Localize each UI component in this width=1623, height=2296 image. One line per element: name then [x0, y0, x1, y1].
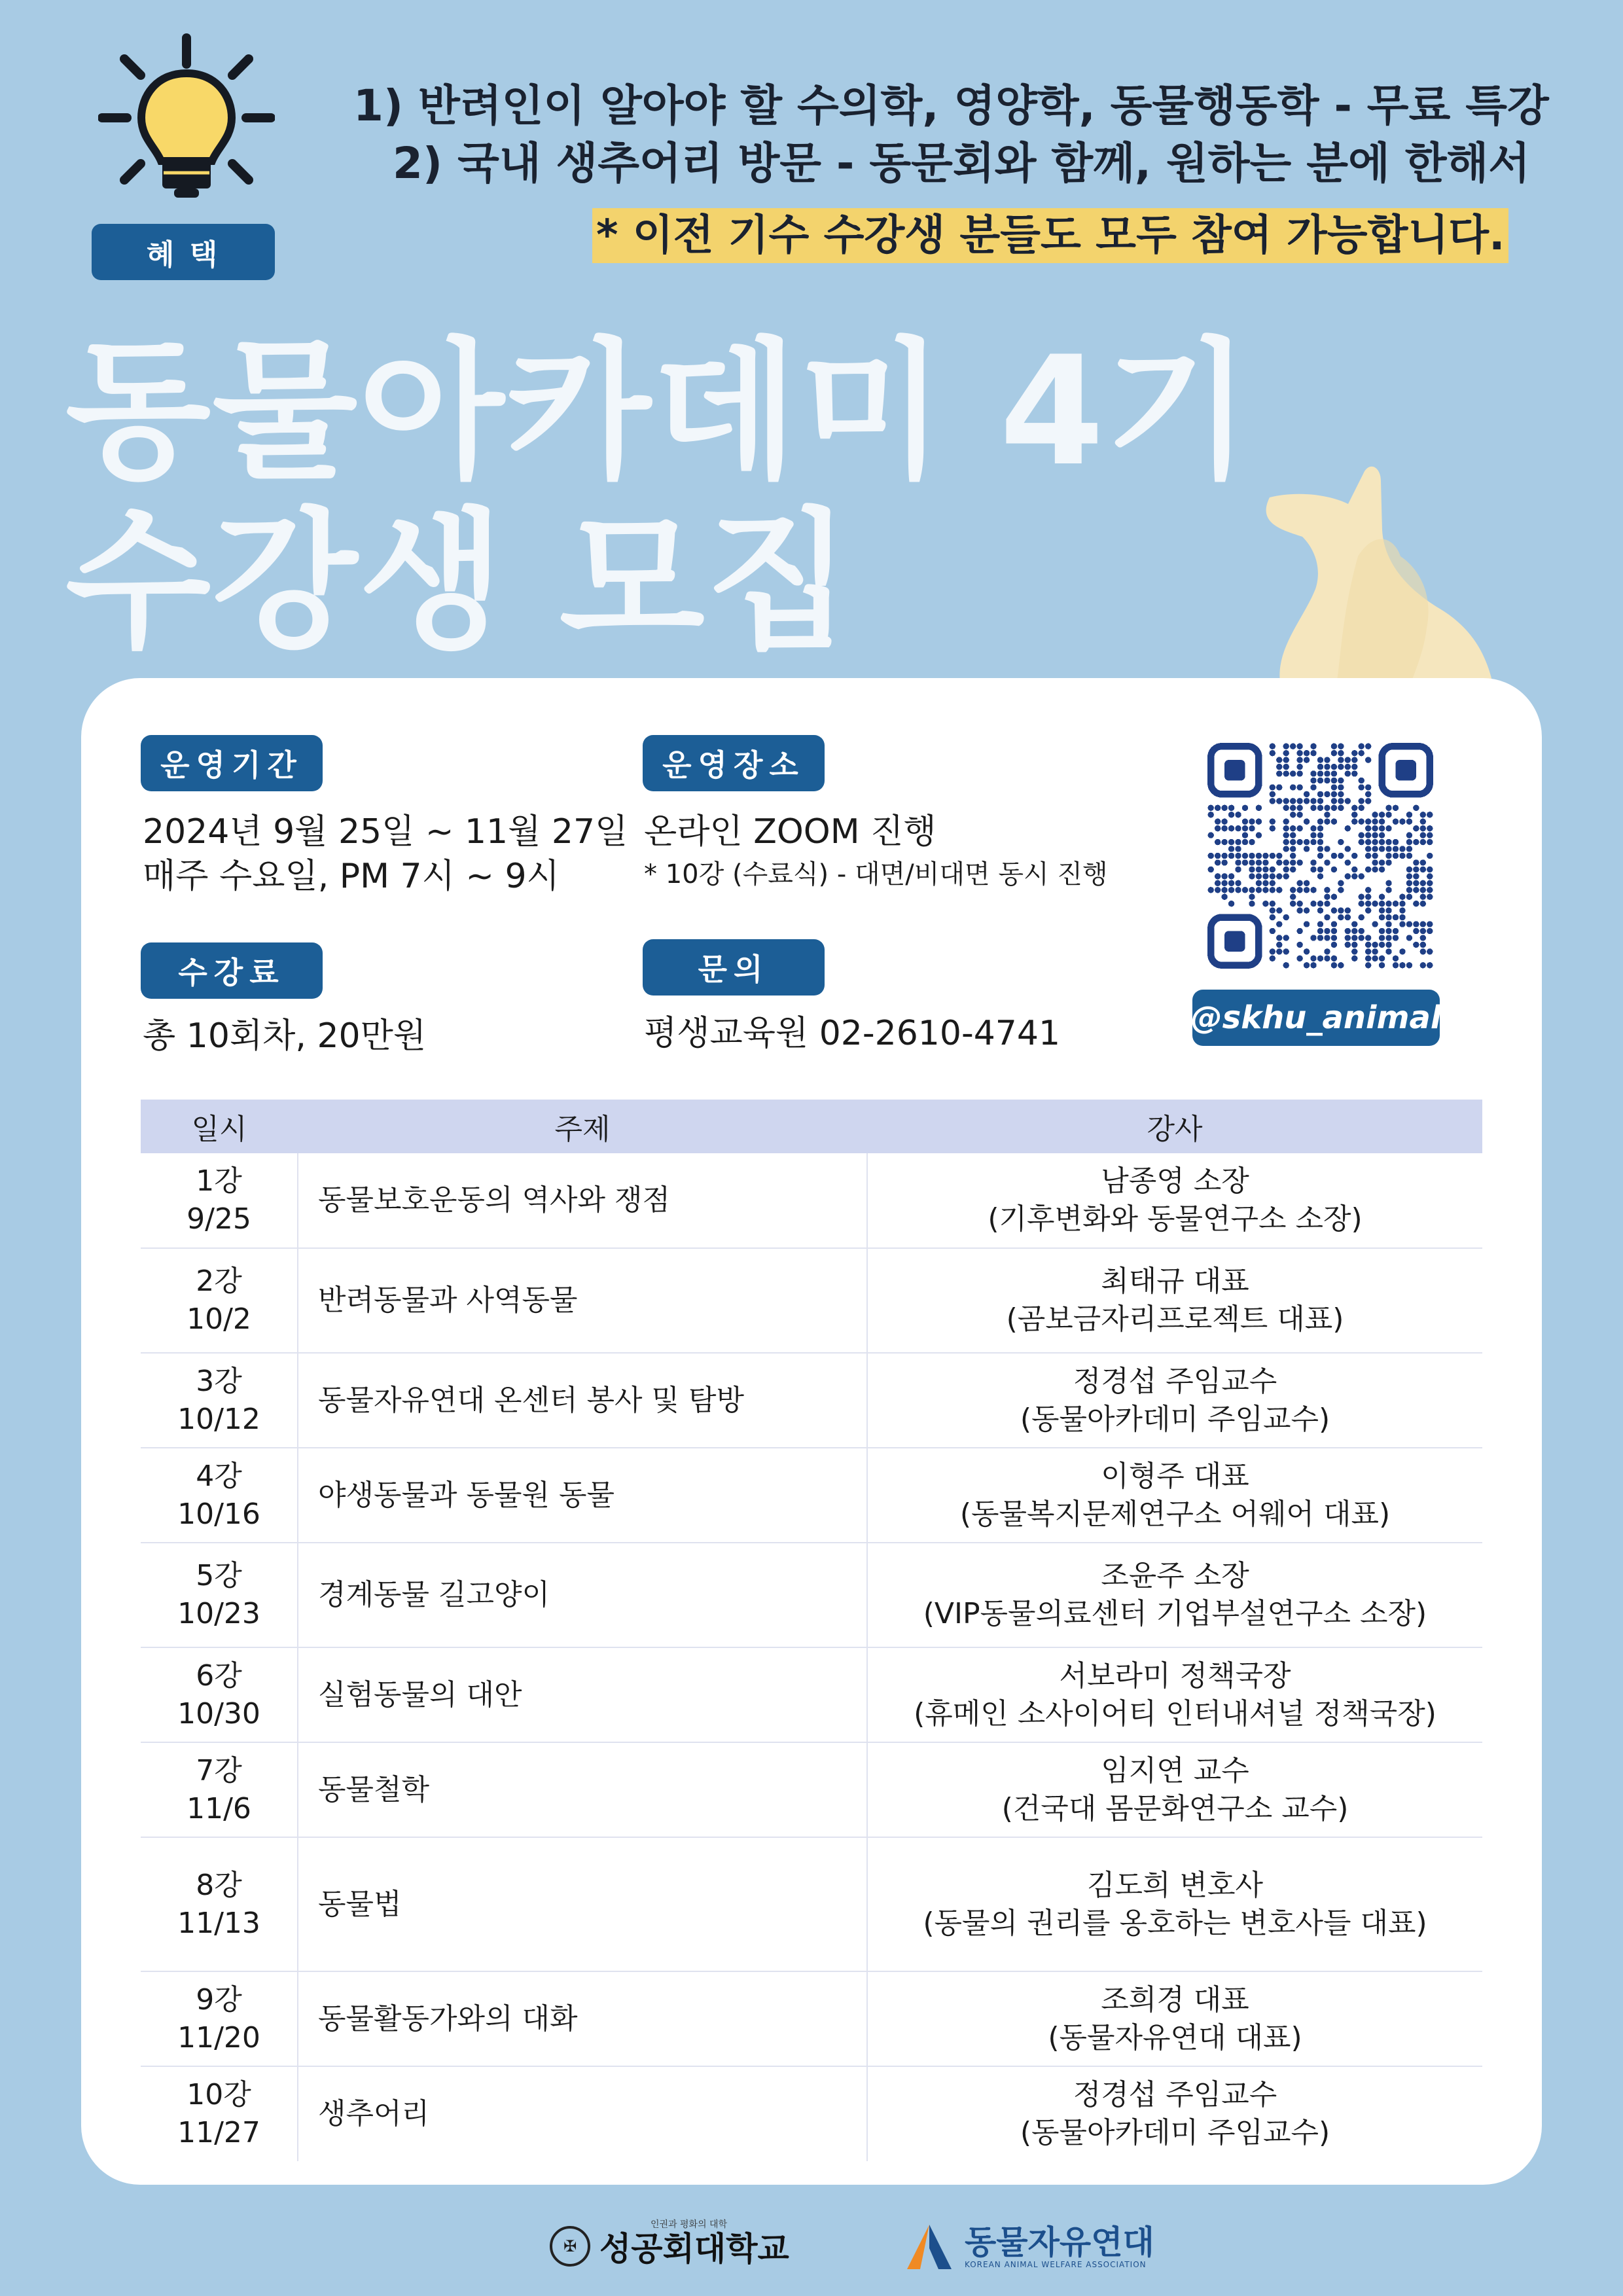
session-number: 8강: [196, 1868, 242, 1902]
place-label: 운영장소: [643, 735, 825, 791]
topic-cell: 생추어리: [298, 2066, 867, 2161]
poster-subtitle: 수강생 모집: [65, 495, 853, 670]
schedule-table: [141, 1100, 1482, 2161]
session-date: 10/30: [177, 1696, 260, 1731]
session-cell: [141, 1153, 298, 1248]
university-name: 성공회대학교: [599, 2229, 789, 2268]
benefit-item-2: 2) 국내 생추어리 방문 - 동문회와 함께, 원하는 분에 한해서: [393, 138, 1530, 188]
table-row: [141, 1742, 1482, 1837]
lecturer-affiliation: (곰보금자리프로젝트 대표): [1006, 1302, 1344, 1336]
table-header-row: [141, 1100, 1482, 1153]
session-number: 1강: [196, 1164, 242, 1198]
topic-cell: 실험동물의 대안: [298, 1647, 867, 1742]
lecturer-affiliation: (VIP동물의료센터 기업부설연구소 소장): [923, 1597, 1427, 1630]
poster-title: 동물아카데미 4기: [65, 325, 1253, 499]
contact-label: 문의: [643, 939, 825, 996]
lecturer-cell: [867, 1153, 1482, 1248]
lecturer-cell: [867, 1837, 1482, 1971]
session-date: 10/16: [177, 1497, 260, 1531]
lecturer-affiliation: (휴메인 소사이어티 인터내셔널 정책국장): [914, 1696, 1436, 1731]
session-number: 5강: [196, 1559, 242, 1592]
session-date: 10/2: [187, 1302, 251, 1336]
university-tagline: 인권과 평화의 대학: [651, 2219, 728, 2230]
lecturer-name: 조희경 대표: [1101, 1982, 1249, 2017]
lightbulb-icon: [98, 33, 275, 209]
lecturer-name: 최태규 대표: [1101, 1265, 1249, 1298]
header-topic: 주제: [298, 1100, 867, 1153]
lecturer-affiliation: (건국대 몸문화연구소 교수): [1001, 1791, 1349, 1825]
place-note: * 10강 (수료식) - 대면/비대면 동시 진행: [644, 859, 1108, 889]
benefit-item-1: 1) 반려인이 알아야 할 수의학, 영양학, 동물행동학 - 무료 특강: [353, 81, 1549, 131]
lecturer-cell: [867, 1248, 1482, 1353]
session-cell: [141, 1543, 298, 1647]
kawa-name: 동물자유연대: [965, 2223, 1154, 2261]
lecturer-affiliation: (동물의 권리를 옹호하는 변호사들 대표): [923, 1906, 1427, 1940]
table-row: [141, 1543, 1482, 1647]
lecturer-name: 정경섭 주임교수: [1073, 1364, 1277, 1398]
session-cell: [141, 1248, 298, 1353]
lecturer-name: 김도희 변호사: [1086, 1868, 1263, 1902]
fee-value: 총 10회차, 20만원: [143, 1016, 427, 1056]
session-number: 7강: [196, 1753, 242, 1787]
topic-cell: 동물자유연대 온센터 봉사 및 탐방: [298, 1353, 867, 1448]
table-row: [141, 1837, 1482, 1971]
topic-cell: 동물활동가와의 대화: [298, 1971, 867, 2066]
session-date: 11/13: [177, 1906, 260, 1940]
lecturer-cell: [867, 1353, 1482, 1448]
topic-cell: 동물법: [298, 1837, 867, 1971]
session-number: 10강: [187, 2078, 251, 2111]
lecturer-name: 정경섭 주임교수: [1073, 2078, 1277, 2111]
session-number: 2강: [196, 1265, 242, 1298]
lecturer-cell: [867, 1647, 1482, 1742]
session-cell: [141, 1448, 298, 1543]
lecturer-affiliation: (동물아카데미 주임교수): [1020, 2116, 1330, 2149]
period-dates: 2024년 9월 25일 ~ 11월 27일: [143, 812, 628, 852]
session-date: 9/25: [187, 1202, 251, 1236]
session-date: 11/6: [187, 1791, 251, 1825]
period-label: 운영기간: [141, 735, 323, 791]
lecturer-name: 이형주 대표: [1101, 1459, 1249, 1493]
kawa-logo-icon: [903, 2221, 955, 2273]
lecturer-cell: [867, 2066, 1482, 2161]
kawa-logo: [903, 2215, 1154, 2278]
university-seal-icon: ✠: [550, 2226, 590, 2267]
table-row: [141, 1448, 1482, 1543]
table-row: [141, 1971, 1482, 2066]
lecturer-affiliation: (동물복지문제연구소 어웨어 대표): [959, 1497, 1391, 1531]
lecturer-name: 임지연 교수: [1101, 1753, 1249, 1787]
session-date: 11/27: [177, 2116, 260, 2149]
header-lecturer: 강사: [867, 1100, 1482, 1153]
contact-value: 평생교육원 02-2610-4741: [644, 1014, 1061, 1053]
lecturer-name: 조윤주 소장: [1101, 1559, 1249, 1592]
lecturer-affiliation: (동물자유연대 대표): [1048, 2020, 1302, 2054]
table-row: [141, 1248, 1482, 1353]
session-date: 11/20: [177, 2020, 260, 2054]
table-row: [141, 1353, 1482, 1448]
session-number: 6강: [196, 1659, 242, 1693]
topic-cell: 야생동물과 동물원 동물: [298, 1448, 867, 1543]
session-cell: [141, 1742, 298, 1837]
session-number: 3강: [196, 1364, 242, 1398]
header-date: 일시: [141, 1100, 298, 1153]
fee-label: 수강료: [141, 942, 323, 999]
session-cell: [141, 1837, 298, 1971]
university-logo: [550, 2220, 789, 2272]
period-weekly: 매주 수요일, PM 7시 ~ 9시: [143, 857, 560, 896]
dog-cat-silhouette: [1243, 458, 1505, 694]
session-date: 10/23: [177, 1597, 260, 1630]
table-row: [141, 1647, 1482, 1742]
session-number: 9강: [196, 1982, 242, 2017]
table-row: [141, 2066, 1482, 2161]
lecturer-cell: [867, 1971, 1482, 2066]
lecturer-affiliation: (기후변화와 동물연구소 소장): [988, 1202, 1363, 1236]
lecturer-name: 서보라미 정책국장: [1059, 1659, 1291, 1693]
session-cell: [141, 1647, 298, 1742]
qr-code[interactable]: [1207, 743, 1433, 969]
lecturer-cell: [867, 1742, 1482, 1837]
session-cell: [141, 2066, 298, 2161]
topic-cell: 반려동물과 사역동물: [298, 1248, 867, 1353]
benefit-badge: 혜 택: [92, 224, 275, 280]
lecturer-affiliation: (동물아카데미 주임교수): [1020, 1402, 1330, 1436]
session-cell: [141, 1353, 298, 1448]
lecturer-name: 남종영 소장: [1101, 1164, 1249, 1198]
session-cell: [141, 1971, 298, 2066]
topic-cell: 동물철학: [298, 1742, 867, 1837]
topic-cell: 경계동물 길고양이: [298, 1543, 867, 1647]
benefit-note: * 이전 기수 수강생 분들도 모두 참여 가능합니다.: [592, 208, 1508, 263]
session-number: 4강: [196, 1459, 242, 1493]
table-row: [141, 1153, 1482, 1248]
kawa-subtitle: KOREAN ANIMAL WELFARE ASSOCIATION: [965, 2260, 1147, 2269]
instagram-handle[interactable]: @skhu_animal: [1192, 990, 1440, 1046]
lecturer-cell: [867, 1448, 1482, 1543]
lecturer-cell: [867, 1543, 1482, 1647]
topic-cell: 동물보호운동의 역사와 쟁점: [298, 1153, 867, 1248]
session-date: 10/12: [177, 1402, 260, 1436]
place-value: 온라인 ZOOM 진행: [644, 812, 936, 852]
